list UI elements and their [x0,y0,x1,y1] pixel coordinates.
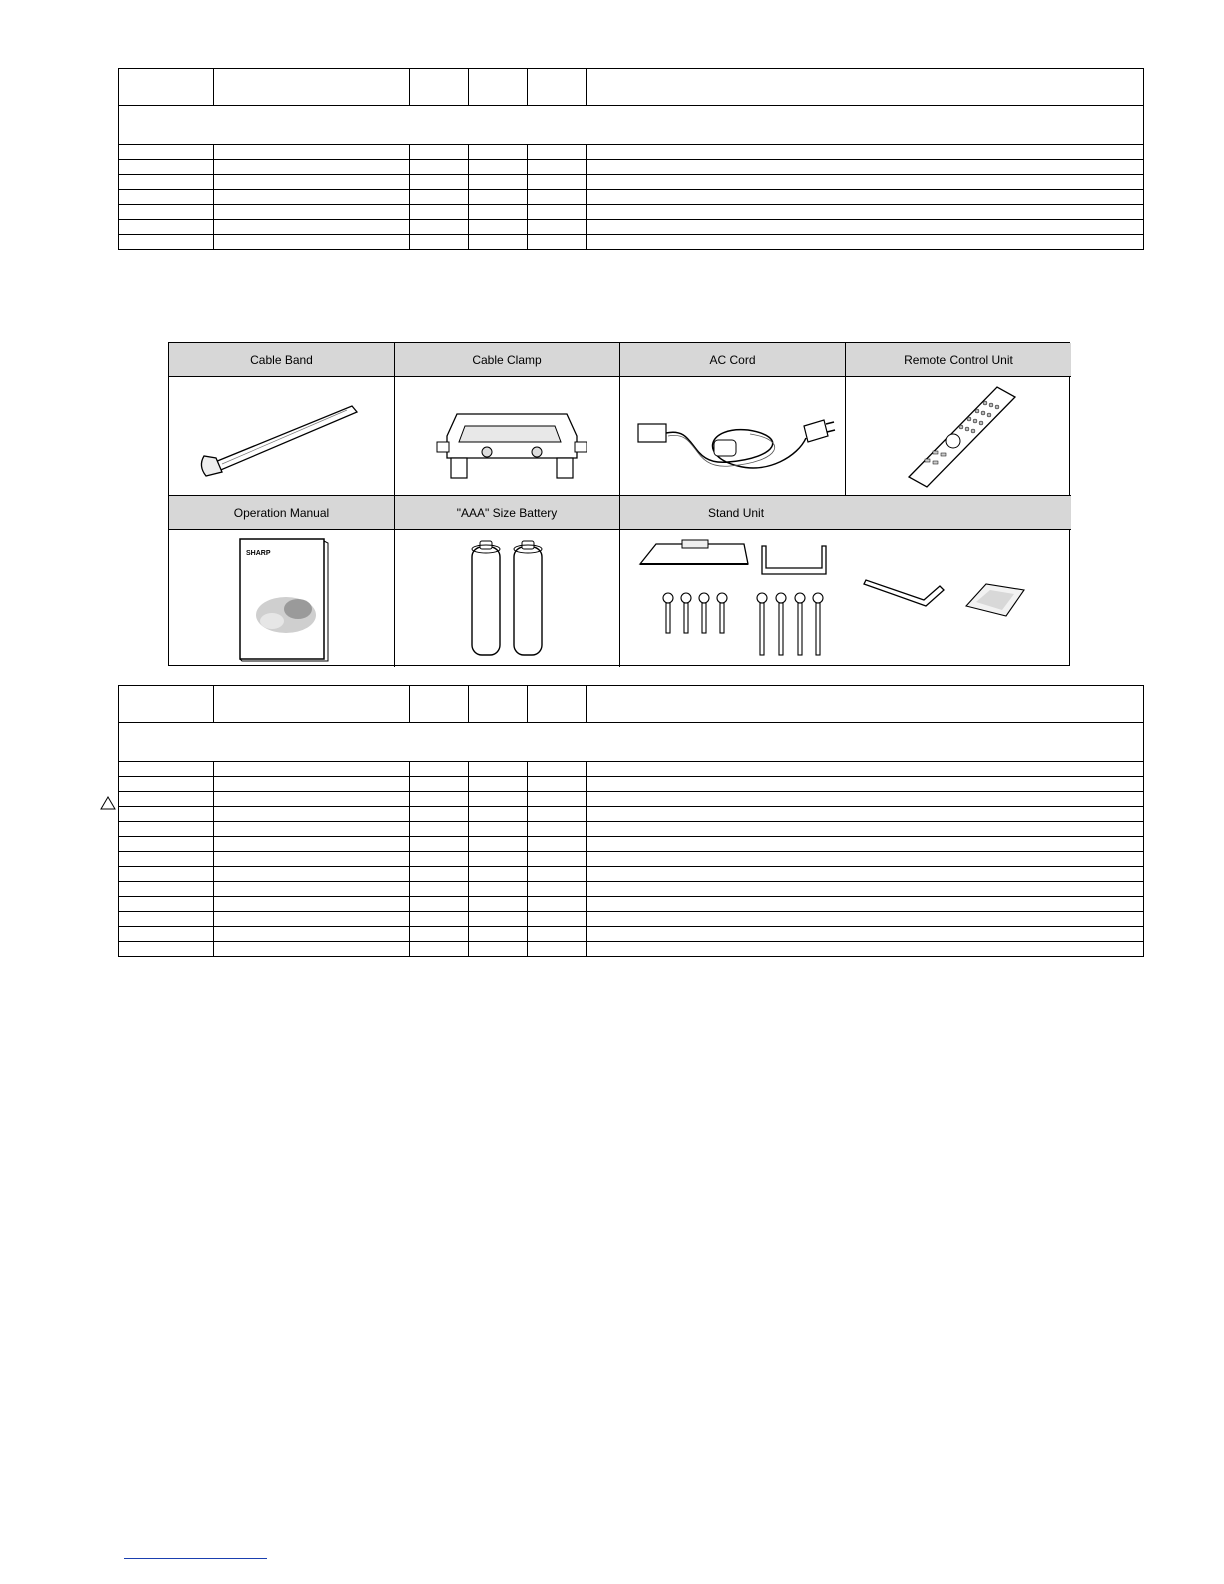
table-row [119,175,1144,190]
table-row [119,867,1144,882]
stand-unit-icon [626,534,1066,664]
table-row [119,897,1144,912]
table-section-row [119,723,1144,762]
table-row [119,777,1144,792]
caution-triangle-icon [100,796,116,810]
battery-icon [462,537,552,661]
cable-clamp-icon [427,386,587,486]
remote-control-icon [889,381,1029,491]
operation-manual-label: Operation Manual [169,496,394,530]
table-row [119,837,1144,852]
table-row [119,190,1144,205]
parts-table-top [118,68,1144,250]
ac-cord-label: AC Cord [620,343,845,377]
table-row [119,145,1144,160]
ac-cord-icon [628,386,838,486]
cable-clamp-label: Cable Clamp [395,343,619,377]
remote-control-label: Remote Control Unit [846,343,1071,377]
battery-cell [395,496,620,667]
accessories-grid [168,342,1070,666]
table-row [119,927,1144,942]
table-header-row [119,686,1144,723]
table-row [119,220,1144,235]
cable-clamp-cell [395,343,620,496]
table-row [119,912,1144,927]
footer-link-underline [124,1558,267,1559]
table-row [119,762,1144,777]
table-row [119,792,1144,807]
operation-manual-icon [232,535,332,663]
table-row [119,852,1144,867]
table-section-row [119,106,1144,145]
table-row [119,205,1144,220]
battery-label: "AAA" Size Battery [395,496,619,530]
table-row [119,235,1144,250]
table-header-row [119,69,1144,106]
table-row [119,807,1144,822]
stand-unit-cell [620,496,1071,667]
table-row [119,882,1144,897]
table-row [119,160,1144,175]
cable-band-icon [192,386,372,486]
cable-band-label: Cable Band [169,343,394,377]
parts-table-bottom [118,685,1144,957]
table-row [119,942,1144,957]
remote-control-cell [846,343,1071,496]
operation-manual-cell [169,496,395,667]
cable-band-cell [169,343,395,496]
ac-cord-cell [620,343,846,496]
stand-unit-label: Stand Unit [620,496,1071,530]
manual-brand-text: SHARP [245,549,271,557]
table-row [119,822,1144,837]
